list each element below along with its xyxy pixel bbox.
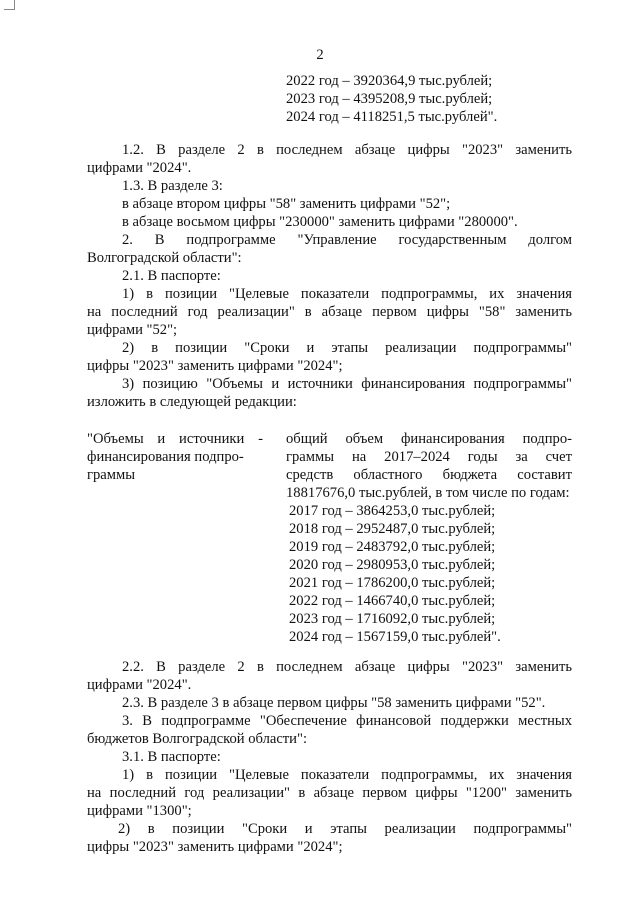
paragraph-line: 2. В подпрограмме "Управление государственным долгом: [122, 232, 572, 248]
table-left-line: граммы: [87, 467, 136, 483]
table-right-line: средств областного бюджета составит: [286, 467, 572, 483]
page-number: 2: [316, 47, 324, 63]
year-line: 2024 год – 4118251,5 тыс.рублей".: [286, 109, 498, 125]
paragraph-line: 1.3. В разделе 3:: [122, 178, 223, 194]
paragraph-line: в абзаце втором цифры "58" заменить цифрами "52";: [122, 196, 451, 212]
table-left-line: "Объемы и источники -: [87, 431, 263, 447]
table-year-line: 2019 год – 2483792,0 тыс.рублей;: [289, 539, 496, 555]
page-corner-mark: [4, 0, 15, 10]
paragraph-line: цифрами "52";: [87, 322, 178, 338]
paragraph-line: цифры "2023" заменить цифрами "2024";: [87, 358, 343, 374]
paragraph-line: 1) в позиции "Целевые показатели подпрограммы, их значения: [122, 767, 572, 783]
table-year-line: 2022 год – 1466740,0 тыс.рублей;: [289, 593, 496, 609]
paragraph-line: цифры "2023" заменить цифрами "2024";: [87, 839, 343, 855]
paragraph-line: цифрами "2024".: [87, 677, 192, 693]
paragraph-line: в абзаце восьмом цифры "230000" заменить цифрами "280000".: [122, 214, 518, 230]
table-right-line: 18817676,0 тыс.рублей, в том числе по годам:: [286, 485, 570, 501]
paragraph-line: изложить в следующей редакции:: [87, 394, 297, 410]
table-left-line: финансирования подпро-: [87, 449, 244, 465]
table-year-line: 2020 год – 2980953,0 тыс.рублей;: [289, 557, 496, 573]
paragraph-line: цифрами "2024".: [87, 160, 192, 176]
year-line: 2023 год – 4395208,9 тыс.рублей;: [286, 91, 493, 107]
table-year-line: 2021 год – 1786200,0 тыс.рублей;: [289, 575, 496, 591]
paragraph-line: бюджетов Волгоградской области":: [87, 731, 308, 747]
paragraph-line: 2.2. В разделе 2 в последнем абзаце цифры "2023" заменить: [122, 659, 572, 675]
table-year-line: 2017 год – 3864253,0 тыс.рублей;: [289, 503, 496, 519]
paragraph-line: 1.2. В разделе 2 в последнем абзаце цифры "2023" заменить: [122, 142, 572, 158]
paragraph-line: 1) в позиции "Целевые показатели подпрограммы, их значения: [122, 286, 572, 302]
paragraph-line: цифрами "1300";: [87, 803, 192, 819]
paragraph-line: Волгоградской области":: [87, 250, 242, 266]
paragraph-line: на последний год реализации" в абзаце первом цифры "1200" заменить: [87, 785, 572, 801]
paragraph-line: 3. В подпрограмме "Обеспечение финансовой поддержки местных: [122, 713, 572, 729]
paragraph-line: 2) в позиции "Сроки и этапы реализации подпрограммы": [118, 821, 572, 837]
table-right-line: граммы на 2017–2024 годы за счет: [286, 449, 572, 465]
year-line: 2022 год – 3920364,9 тыс.рублей;: [286, 73, 493, 89]
paragraph-line: 3.1. В паспорте:: [122, 749, 221, 765]
paragraph-line: 3) позицию "Объемы и источники финансирования подпрограммы": [122, 376, 572, 392]
table-year-line: 2024 год – 1567159,0 тыс.рублей".: [289, 629, 501, 645]
paragraph-line: 2.3. В разделе 3 в абзаце первом цифры "58 заменить цифрами "52".: [122, 695, 546, 711]
table-right-line: общий объем финансирования подпро-: [286, 431, 572, 447]
table-year-line: 2018 год – 2952487,0 тыс.рублей;: [289, 521, 496, 537]
paragraph-line: на последний год реализации" в абзаце первом цифры "58" заменить: [87, 304, 572, 320]
table-year-line: 2023 год – 1716092,0 тыс.рублей;: [289, 611, 496, 627]
paragraph-line: 2) в позиции "Сроки и этапы реализации подпрограммы": [122, 340, 572, 356]
paragraph-line: 2.1. В паспорте:: [122, 268, 221, 284]
